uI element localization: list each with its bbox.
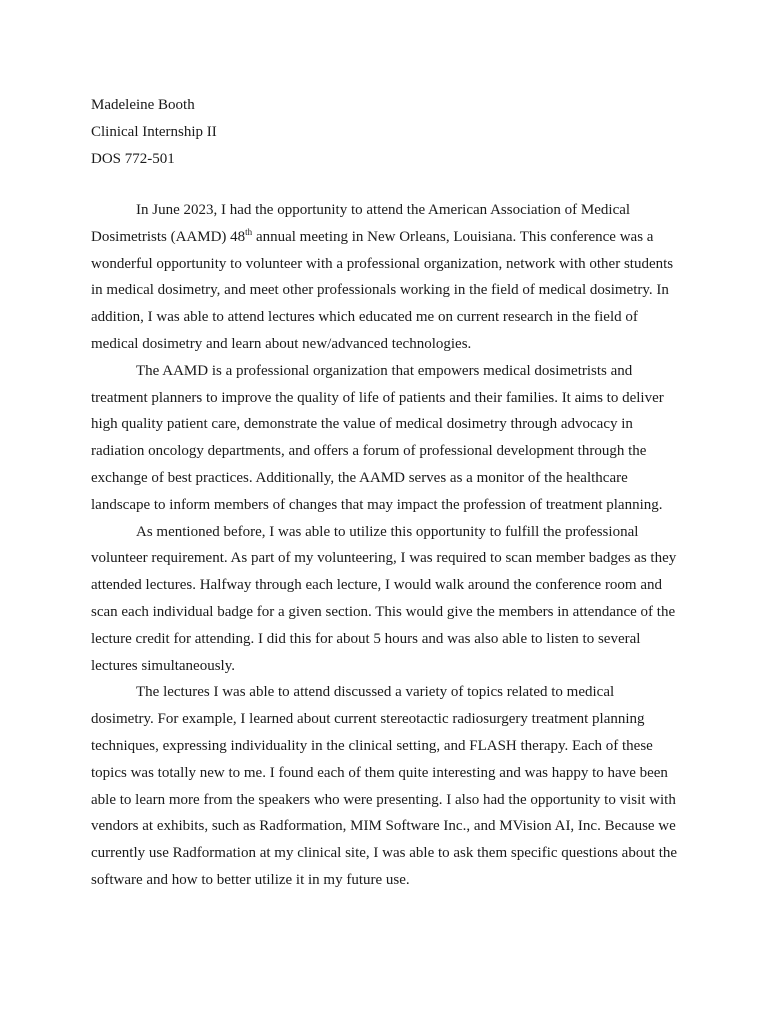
course-name: Clinical Internship II xyxy=(91,123,217,140)
paragraph-2: The AAMD is a professional organization that empowers medical dosimetrists and treatment planners to improve the quality of life of patients and their families. It aims to deliver high quality patient care, demonstrate the value of medical dosimetry through advocacy in radiation oncology departments, and offers a forum of professional development through the exchange of best practices. Additionally, the AAMD serves as a monitor of the healthcare landscape to inform members of changes that may impact the profession of treatment planning. xyxy=(91,362,664,513)
paragraph-1-text-start: In June 2023, I had the opportunity to attend the American Association of Medical Dosimetrists (AAMD) 48 xyxy=(91,202,631,245)
ordinal-suffix: th xyxy=(245,226,253,237)
paragraph-4: The lectures I was able to attend discussed a variety of topics related to medical dosimetry. For example, I learned about current stereotactic radiosurgery treatment planning techniques, expressing individuality in the clinical setting, and FLASH therapy. Each of these topics was totally new to me. I found each of them quite interesting and was happy to have been able to learn more from the speakers who were presenting. I also had the opportunity to visit with vendors at exhibits, such as Radformation, MIM Software Inc., and MVision AI, Inc. Because we currently use Radformation at my clinical site, I was able to ask them specific questions about the software and how to better utilize it in my future use. xyxy=(91,684,678,888)
document-header xyxy=(91,92,691,172)
paragraph-3: As mentioned before, I was able to utilize this opportunity to fulfill the professional volunteer requirement. As part of my volunteering, I was required to scan member badges as they attended lectures. Halfway through each lecture, I would walk around the conference room and scan each individual badge for a given section. This would give the members in attendance of the lecture credit for attending. I did this for about 5 hours and was also able to listen to several lectures simultaneously. xyxy=(91,523,677,674)
author-name: Madeleine Booth xyxy=(91,97,195,113)
course-code: DOS 772-501 xyxy=(91,150,175,167)
paragraph-1 xyxy=(91,197,679,358)
paragraph-1-text-end: annual meeting in New Orleans, Louisiana. This conference was a wonderful opportunity to volunteer with a professional organization, network with other students in medical dosimetry, and meet other professionals working in the field of medical dosimetry. In addition, I was able to attend lectures which educated me on current research in the field of medical dosimetry and learn about new/advanced technologies. xyxy=(91,228,674,352)
document-body xyxy=(91,197,679,894)
